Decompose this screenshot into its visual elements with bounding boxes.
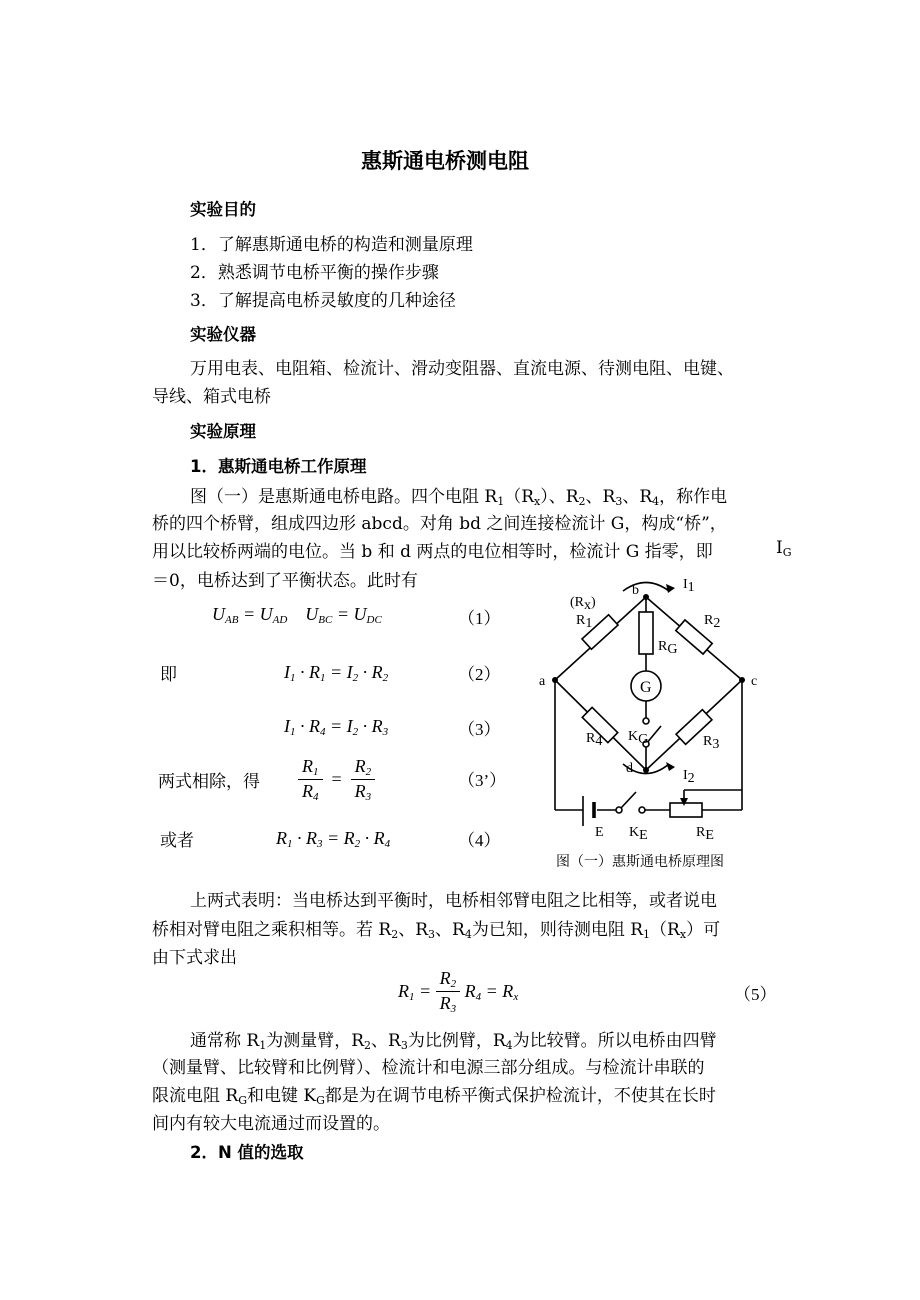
node-label-b: b [632,583,639,598]
node-label-c: c [751,674,758,689]
equation-1-number: （1） [458,609,501,628]
paragraph-3-line-3: 限流电阻 $R_G$和电键 $K_G$都是为在调节电桥平衡式保护检流计，不使其在长时 [152,1086,716,1107]
paragraph-2-line-1: 上两式表明：当电桥达到平衡时，电桥相邻臂电阻之比相等，或者说电 [190,891,717,911]
label-r3: R3 [703,734,720,752]
paragraph-1-line-1: 图（一）是惠斯通电桥电路。四个电阻 $R_1(R_x)$、$R_2$、$R_3$、$R_4$，称作电 [190,487,728,508]
rheostat-re [670,803,702,817]
paragraph-3-line-2: （测量臂、比较臂和比例臂）、检流计和电源三部分组成。与检流计串联的 [152,1058,705,1078]
equation-1: $U_{AB} = U_{AD}$ $U_{BC} = U_{DC}$ [212,604,382,626]
label-rx: (Rx) [570,595,596,613]
heading-apparatus: 实验仪器 [190,325,256,344]
resistor-rg [639,612,653,654]
equation-3-prime-number: （3’） [458,771,507,790]
paragraph-3-line-4: 间内有较大电流通过而设置的。 [152,1114,390,1134]
label-re: RE [696,825,714,843]
equation-2-number: （2） [458,665,501,684]
label-ji: 即 [160,665,177,685]
label-r4: R4 [586,731,603,749]
label-e: E [595,825,604,840]
label-i1: I1 [683,577,695,595]
label-g: G [640,679,652,696]
heading-principle: 实验原理 [190,422,256,441]
subheading-2: 2．N 值的选取 [190,1143,304,1162]
wheatstone-bridge-diagram [530,570,780,870]
label-i2: I2 [683,768,695,786]
label-kg: KG [628,729,649,747]
node-label-a: a [539,674,546,689]
label-divide: 两式相除，得 [158,772,260,792]
equation-5-number: （5） [734,985,777,1004]
subheading-1: 1．惠斯通电桥工作原理 [190,457,367,476]
equation-3-number: （3） [458,720,501,739]
label-r1: R1 [576,613,593,631]
paragraph-2-line-3: 由下式求出 [152,948,237,968]
purpose-item-2: 2．熟悉调节电桥平衡的操作步骤 [190,263,439,283]
label-r2: R2 [704,613,721,631]
paragraph-1-line-2: 桥的四个桥臂，组成四边形 abcd。对角 bd 之间连接检流计 G，构成“桥”， [152,514,727,534]
node-label-d: d [626,761,633,776]
ig-symbol: $I_G$ [776,538,792,559]
equation-5: $R_1$ = $\frac{R_2}{R_3}$ $R_4 = R_x$ [398,968,519,1015]
purpose-item-1: 1．了解惠斯通电桥的构造和测量原理 [190,235,473,255]
paragraph-3-line-1: 通常称 $R_1$为测量臂，$R_2$、$R_3$为比例臂，$R_4$为比较臂。所以电桥由四臂 [190,1031,717,1052]
paragraph-1-line-4: ＝0，电桥达到了平衡状态。此时有 [152,571,418,591]
apparatus-line-1: 万用电表、电阻箱、检流计、滑动变阻器、直流电源、待测电阻、电键、 [190,359,734,379]
switch-ke [621,792,636,808]
purpose-item-3: 3．了解提高电桥灵敏度的几种途径 [190,291,456,311]
heading-purpose: 实验目的 [190,200,256,219]
equation-3-prime: $\frac{R_1}{R_4}$ = $\frac{R_2}{R_3}$ [298,756,375,803]
paragraph-2-line-2: 桥相对臂电阻之乘积相等。若 $R_2$、$R_3$、$R_4$为已知，则待测电阻 $R_1(R_x)$可 [152,920,721,941]
paragraph-1-line-3: 用以比较桥两端的电位。当 b 和 d 两点的电位相等时，检流计 G 指零，即 [152,542,713,562]
current-arc-i1 [623,583,669,592]
page-title: 惠斯通电桥测电阻 [361,149,529,173]
equation-4-number: （4） [458,831,501,850]
equation-4: $R_1 \cdot R_3 = R_2 \cdot R_4$ [276,828,391,850]
equation-3: $I_1 \cdot R_4 = I_2 \cdot R_3$ [284,716,389,738]
label-ke: KE [629,825,648,843]
apparatus-line-2: 导线、箱式电桥 [152,387,271,407]
label-rg: RG [658,639,678,657]
label-or: 或者 [160,831,194,851]
equation-2: $I_1 \cdot R_1 = I_2 \cdot R_2$ [284,662,389,684]
figure-caption: 图（一）惠斯通电桥原理图 [556,854,724,870]
